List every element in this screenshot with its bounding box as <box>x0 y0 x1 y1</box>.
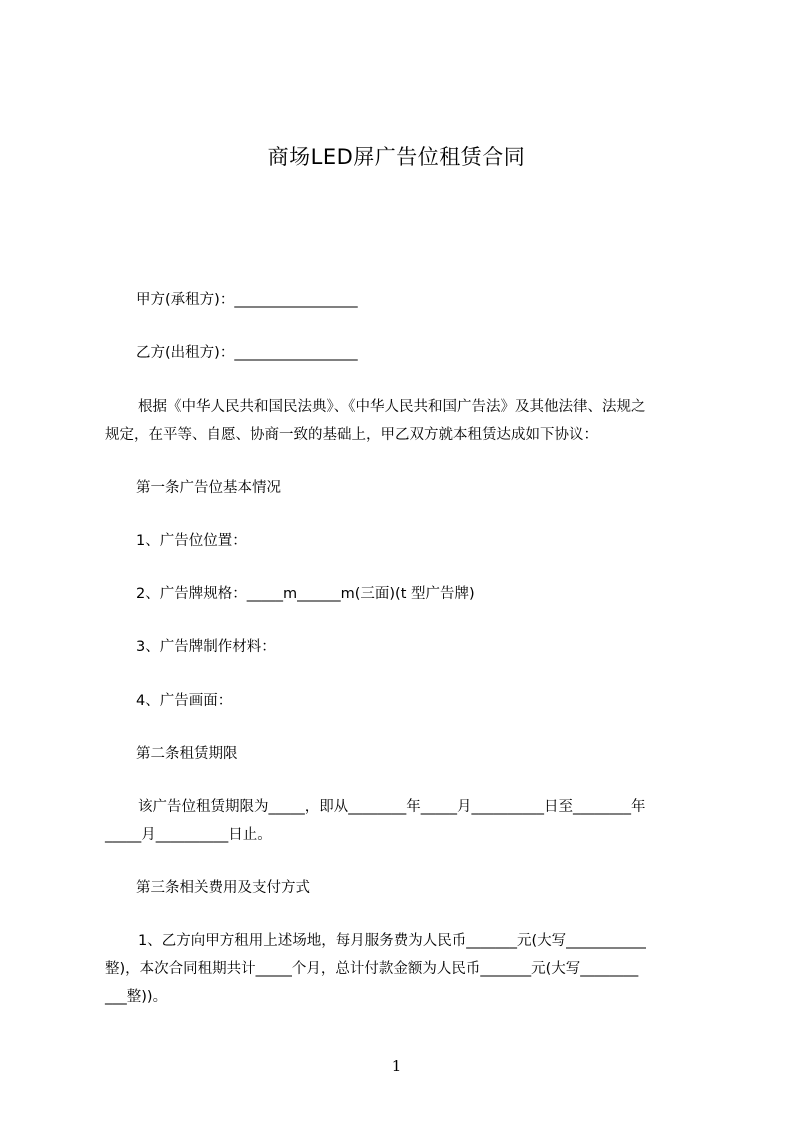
preamble-line-2: 规定，在平等、自愿、协商一致的基础上，甲乙双方就本租赁达成如下协议： <box>105 427 598 443</box>
article3-body-line-3: ___整))。 <box>105 989 168 1005</box>
article3-body-line-2: 整)，本次合同租期共计_____个月，总计付款金额为人民币_______元(大写________ <box>105 961 639 977</box>
article3-heading: 第三条相关费用及支付方式 <box>136 880 310 896</box>
party-a-line: 甲方(承租方)：_________________ <box>136 292 358 308</box>
preamble-line-1: 根据《中华人民共和国民法典》、《中华人民共和国广告法》及其他法律、法规之 <box>138 399 646 415</box>
party-b-line: 乙方(出租方)：_________________ <box>136 345 358 361</box>
article2-heading: 第二条租赁期限 <box>136 746 238 762</box>
article1-item-4: 4、广告画面： <box>136 693 233 709</box>
article1-item-1: 1、广告位位置： <box>136 533 247 549</box>
article3-body-line-1: 1、乙方向甲方租用上述场地，每月服务费为人民币_______元(大写___________ <box>138 933 646 949</box>
document-title: 商场LED屏广告位租赁合同 <box>267 145 526 169</box>
article2-body-line-2: _____月__________日止。 <box>105 827 272 843</box>
article1-item-3: 3、广告牌制作材料： <box>136 639 276 655</box>
article2-body-line-1: 该广告位租赁期限为_____，即从________年_____月__________日至________年 <box>138 799 646 815</box>
article1-heading: 第一条广告位基本情况 <box>136 480 281 496</box>
page-number: 1 <box>391 1057 402 1075</box>
article1-item-2: 2、广告牌规格：_____m______m(三面)(t 型广告牌) <box>136 586 475 602</box>
